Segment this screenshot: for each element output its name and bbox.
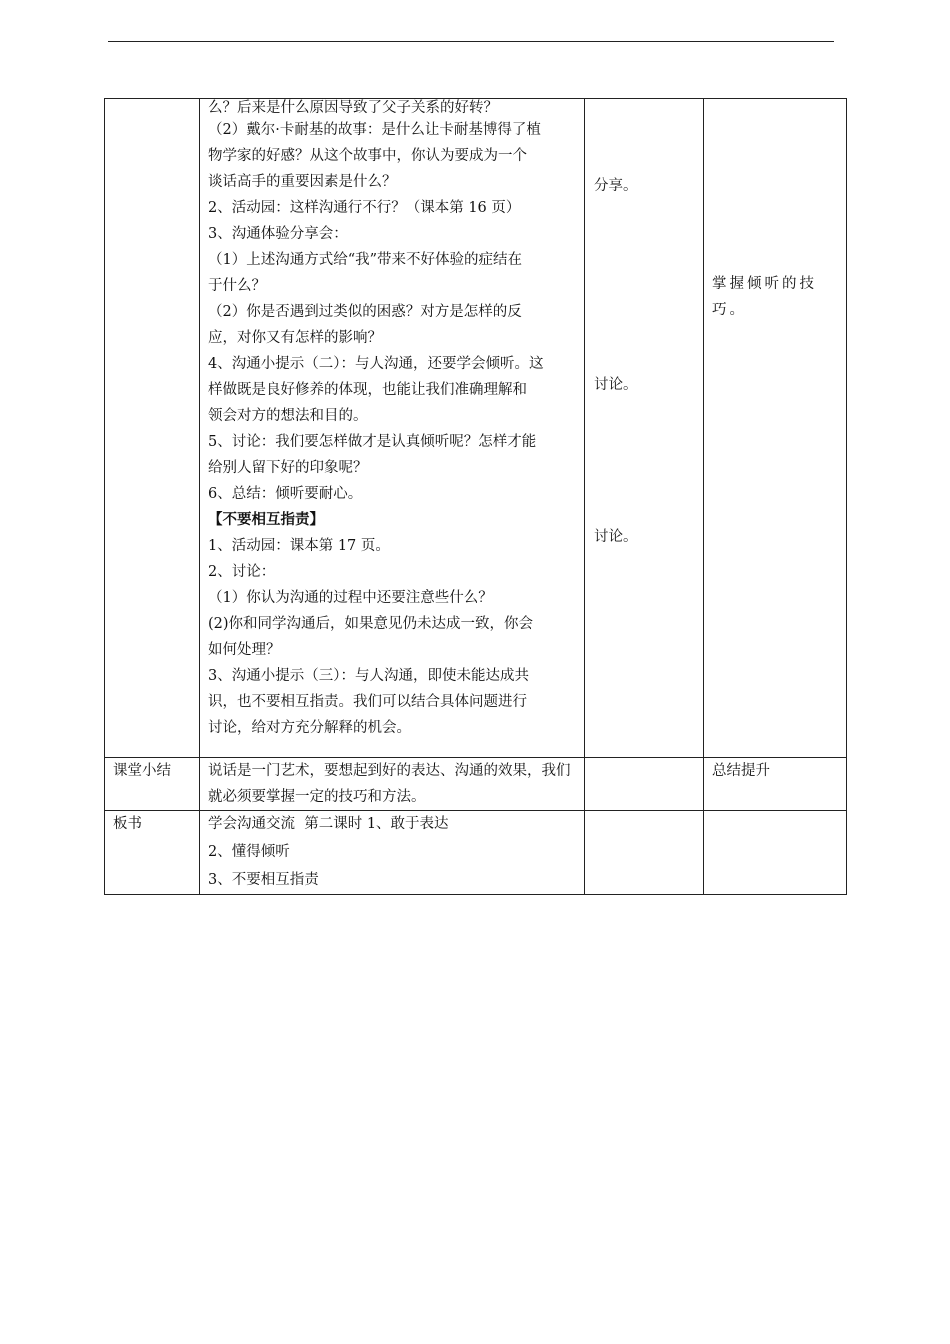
content-line: 2、活动园：这样沟通行不行？（课本第 16 页） [208,200,521,216]
header-rule [108,41,834,42]
board-label-cell [105,811,200,895]
section-heading: 【不要相互指责】 [208,511,324,528]
content-line: 给别人留下好的印象呢？ [208,460,368,476]
summary-text: 说话是一门艺术，要想起到好的表达、沟通的效果，我们就必须要掌握一定的技巧和方法。 [208,763,571,805]
content-line: 3、沟通小提示（三）：与人沟通，即使未能达成共 [208,668,529,684]
content-line: 3、沟通体验分享会： [208,226,348,242]
content-line: (2)你和同学沟通后，如果意见仍未达成一致，你会 [208,616,534,632]
main-content-row [105,99,847,758]
board-line: 3、不要相互指责 [208,872,319,888]
goal-cell [704,99,847,758]
summary-row [105,758,847,811]
board-empty-cell [704,811,847,895]
summary-goal: 总结提升 [712,763,770,779]
lesson-plan-table [104,98,847,895]
content-line: 谈话高手的重要因素是什么？ [208,174,397,190]
content-line: 于什么？ [208,278,266,294]
content-line: 领会对方的想法和目的。 [208,408,368,424]
board-content-cell [200,811,585,895]
summary-label: 课堂小结 [113,763,171,779]
content-line: （1）你认为沟通的过程中还要注意些什么？ [208,590,493,606]
board-line: 2、懂得倾听 [208,844,290,860]
student-activity-cell [585,99,704,758]
content-line: 1、活动园：课本第 17 页。 [208,538,390,554]
content-line: 讨论，给对方充分解释的机会。 [208,720,411,736]
board-label: 板书 [113,816,142,832]
content-line: 样做既是良好修养的体现，也能让我们准确理解和 [208,382,527,398]
content-line: （2）你是否遇到过类似的困惑？对方是怎样的反 [208,304,522,320]
activity-discuss: 讨论。 [594,529,638,545]
content-line: 5、讨论：我们要怎样做才是认真倾听呢？怎样才能 [208,434,537,450]
activity-discuss: 讨论。 [594,377,638,393]
content-line: 么？后来是什么原因导致了父子关系的好转？ [208,100,498,116]
content-line: 物学家的好感？从这个故事中，你认为要成为一个 [208,148,527,164]
content-line: 如何处理？ [208,642,281,658]
content-line: 6、总结：倾听要耐心。 [208,486,363,502]
main-row-label-cell [105,99,200,758]
board-row [105,811,847,895]
content-line: （1）上述沟通方式给“我”带来不好体验的症结在 [208,252,523,268]
content-line: 4、沟通小提示（二）：与人沟通，还要学会倾听。这 [208,356,544,372]
summary-empty-cell [585,758,704,811]
board-line: 学会沟通交流 第二课时 1、敢于表达 [208,816,449,832]
summary-goal-cell [704,758,847,811]
content-line: 识，也不要相互指责。我们可以结合具体问题进行 [208,694,527,710]
content-line: 2、讨论： [208,564,276,580]
content-line: 应，对你又有怎样的影响？ [208,330,382,346]
goal-text: 掌握倾听的技巧。 [712,276,817,318]
activity-share: 分享。 [594,178,638,194]
content-line: （2）戴尔·卡耐基的故事：是什么让卡耐基博得了植 [208,122,541,138]
summary-label-cell [105,758,200,811]
board-empty-cell [585,811,704,895]
main-row-content-cell [200,99,585,758]
summary-content-cell [200,758,585,811]
